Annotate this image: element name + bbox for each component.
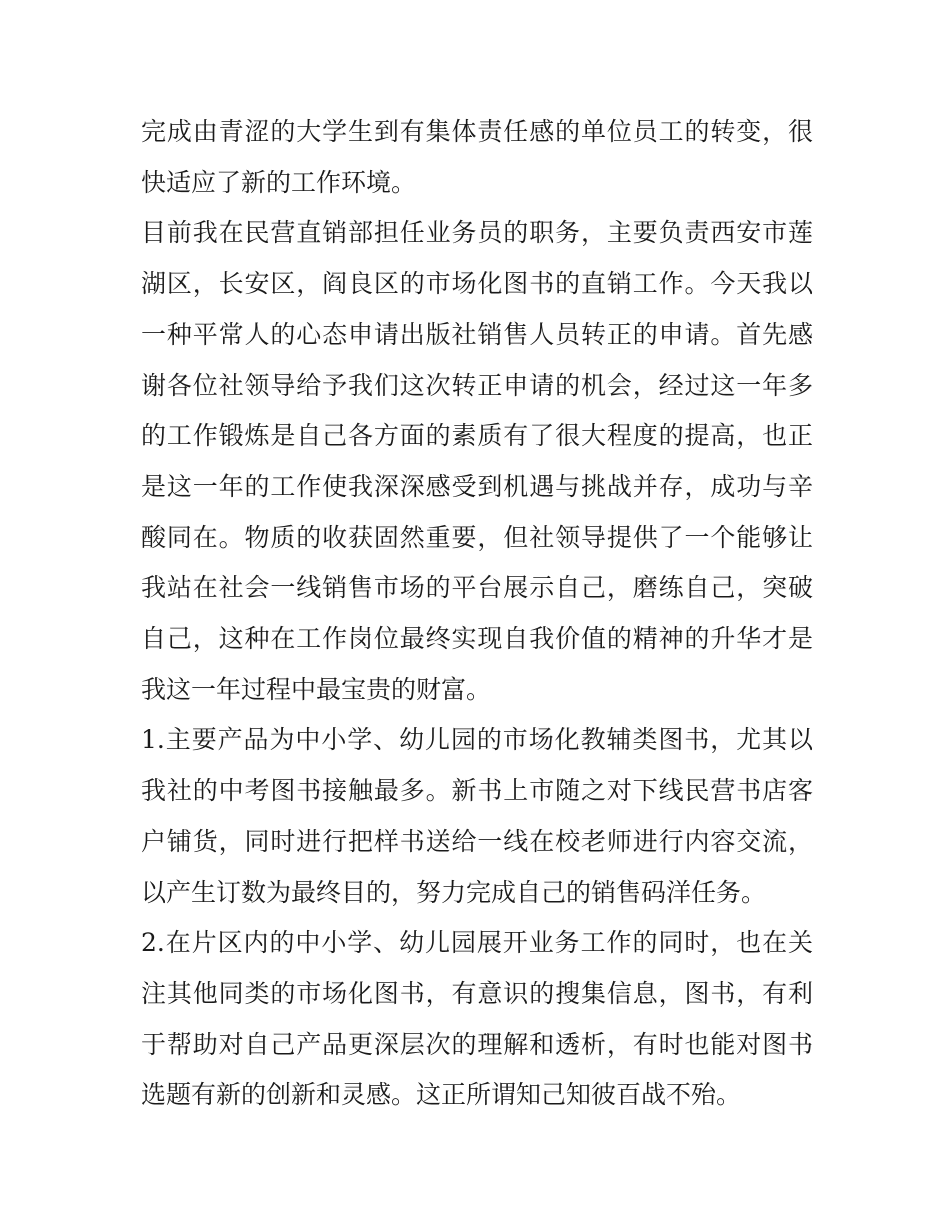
paragraph-3: 1.主要产品为中小学、幼儿园的市场化教辅类图书，尤其以我社的中考图书接触最多。新书上市随之对下线民营书店客户铺货，同时进行把样书送给一线在校老师进行内容交流，以产生订数为最终目的，努力完成自己的销售码洋任务。 bbox=[141, 725, 813, 907]
document-body bbox=[141, 107, 813, 1121]
paragraph-2: 目前我在民营直销部担任业务员的职务，主要负责西安市莲湖区，长安区，阎良区的市场化图书的直销工作。今天我以一种平常人的心态申请出版社销售人员转正的申请。首先感谢各位社领导给予我们这次转正申请的机会，经过这一年多的工作锻炼是自己各方面的素质有了很大程度的提高，也正是这一年的工作使我深深感受到机遇与挑战并存，成功与辛酸同在。物质的收获固然重要，但社领导提供了一个能够让我站在社会一线销售市场的平台展示自己，磨练自己，突破自己，这种在工作岗位最终实现自我价值的精神的升华才是我这一年过程中最宝贵的财富。 bbox=[141, 218, 813, 704]
paragraph-1: 完成由青涩的大学生到有集体责任感的单位员工的转变，很快适应了新的工作环境。 bbox=[141, 117, 813, 197]
paragraph-4: 2.在片区内的中小学、幼儿园展开业务工作的同时，也在关注其他同类的市场化图书，有意识的搜集信息，图书，有利于帮助对自己产品更深层次的理解和透析，有时也能对图书选题有新的创新和灵感。这正所谓知己知彼百战不殆。 bbox=[141, 928, 813, 1110]
